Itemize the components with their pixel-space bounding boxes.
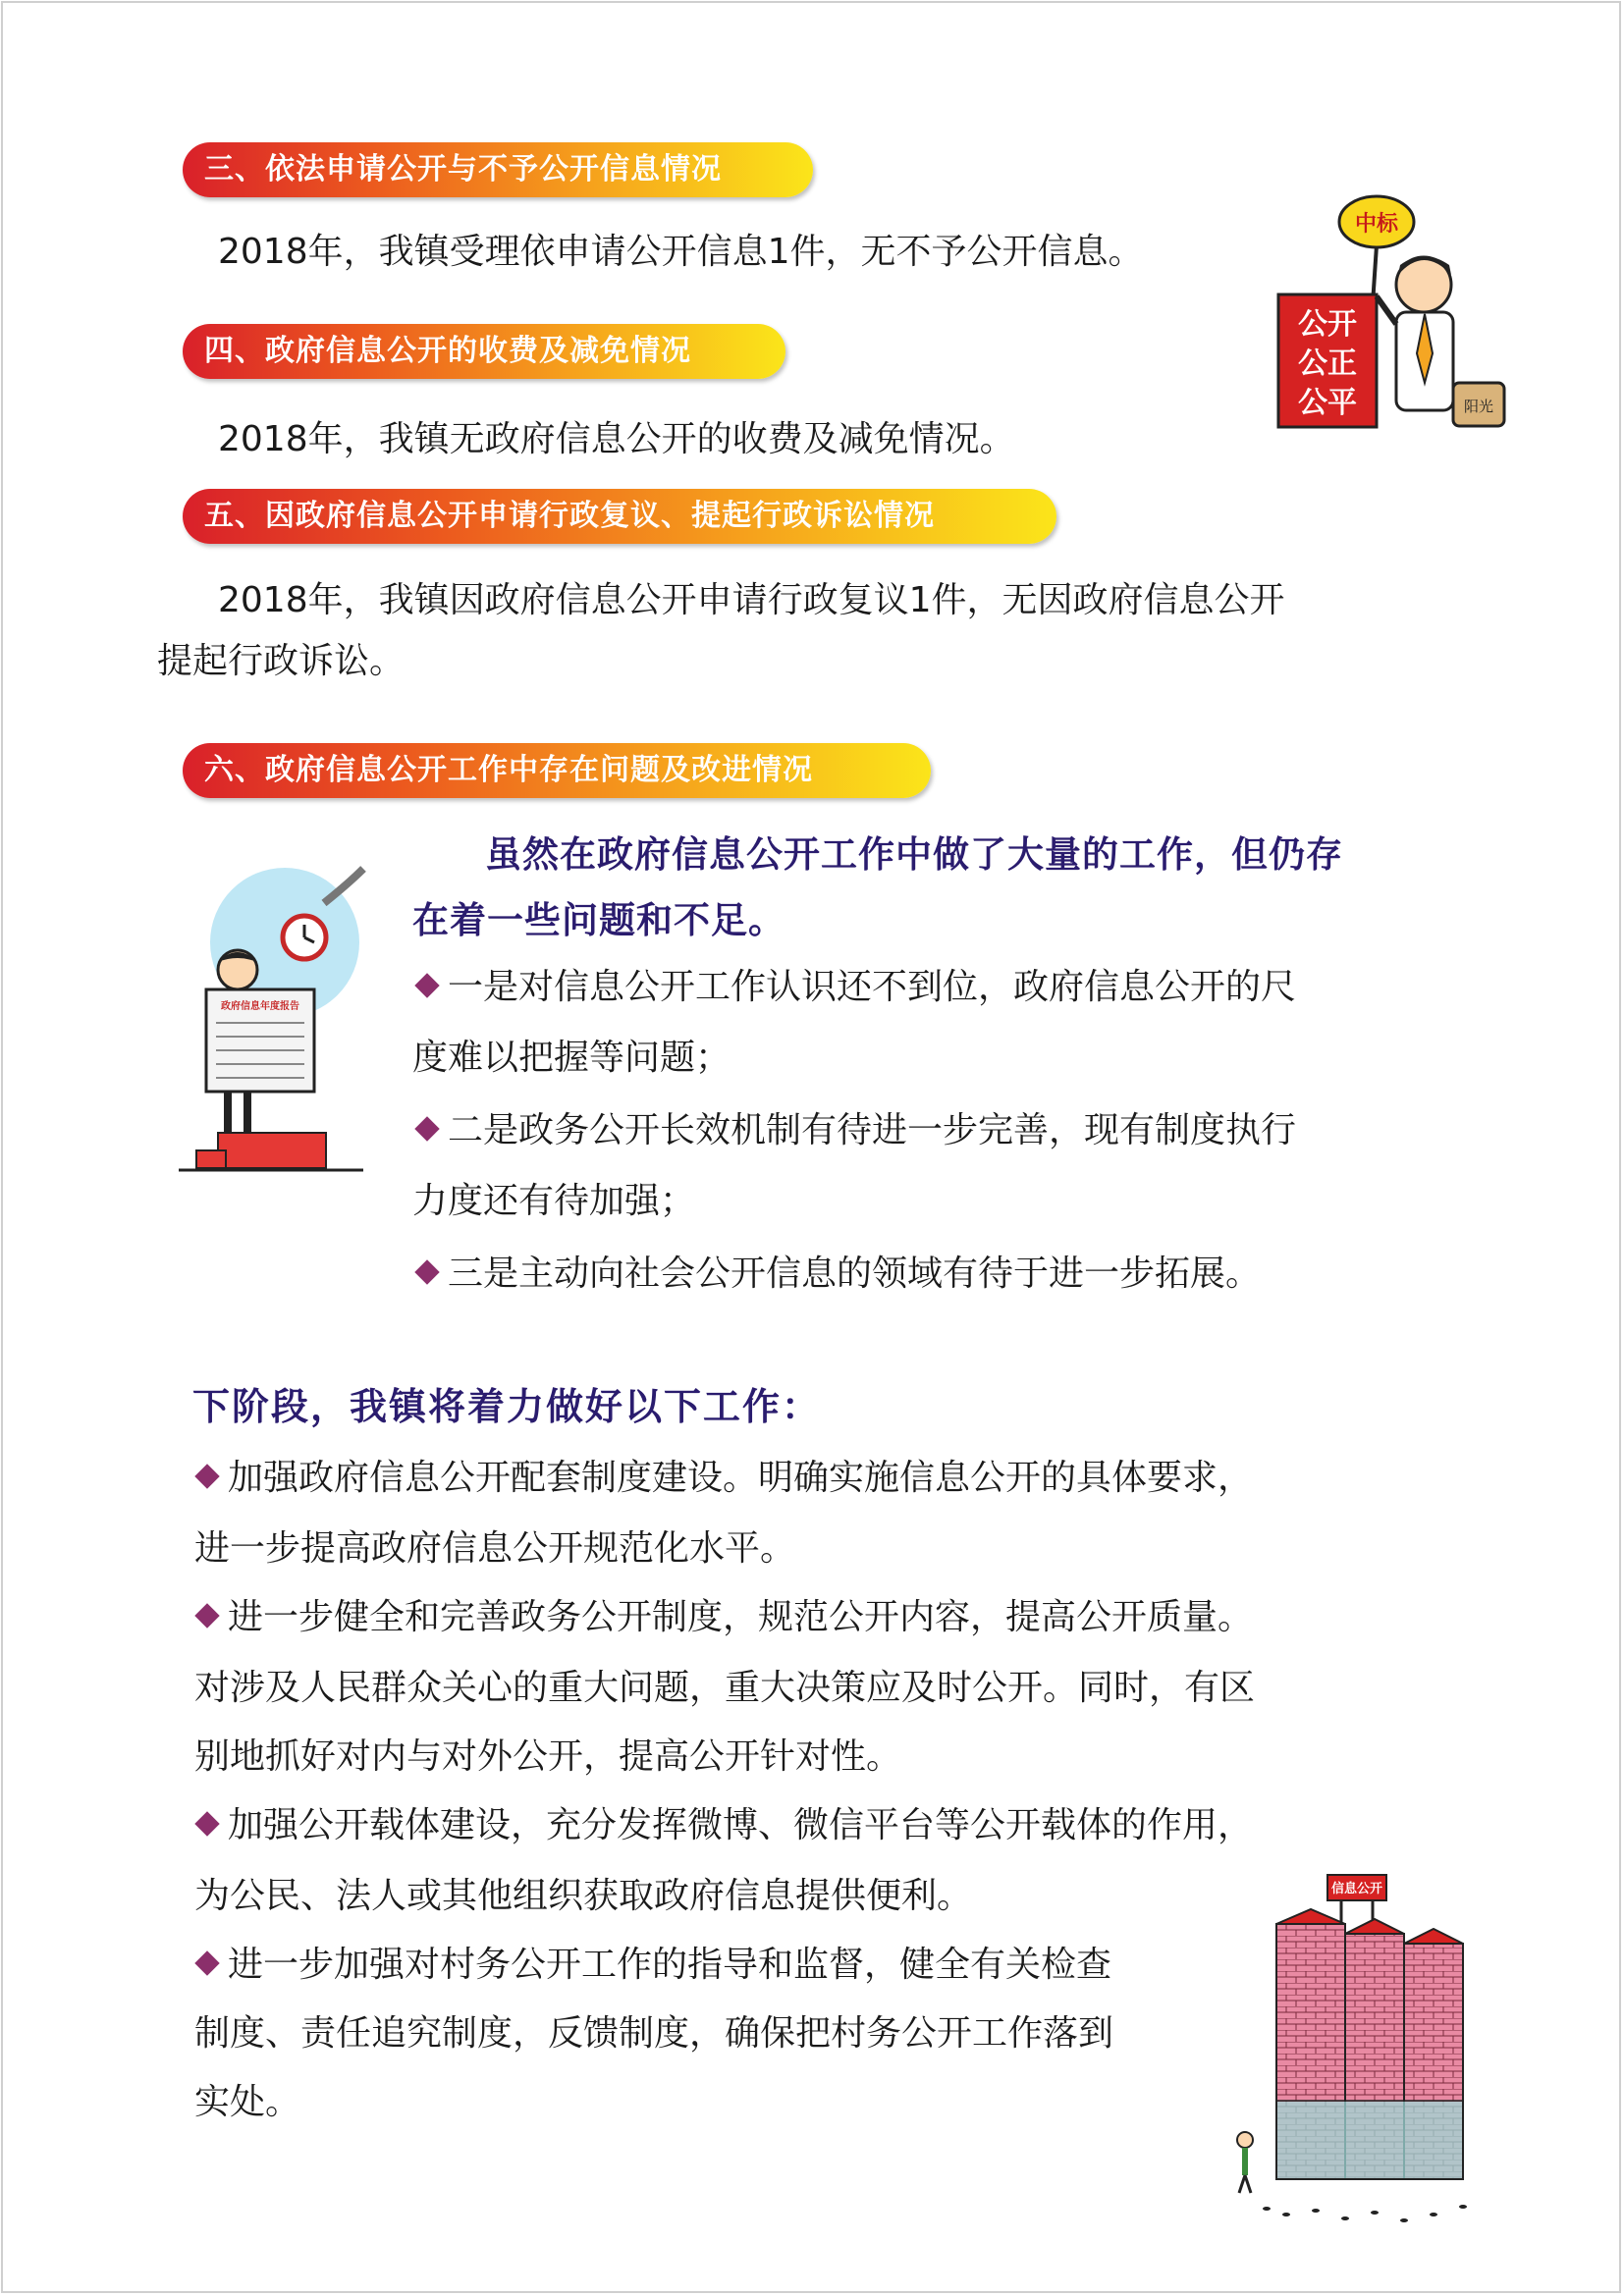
section-6-heading: 六、政府信息公开工作中存在问题及改进情况	[183, 743, 931, 798]
diamond-bullet-icon	[194, 1464, 219, 1488]
work-item: 进一步健全和完善政务公开制度，规范公开内容，提高公开质量。	[190, 1582, 1253, 1653]
podium-icon	[179, 1133, 363, 1170]
section-6-lead-line1: 虽然在政府信息公开工作中做了大量的工作，但仍存	[485, 833, 1343, 876]
reader-illustration	[177, 864, 373, 1178]
businessman-icon	[1377, 256, 1504, 426]
problem-item: 三是主动向社会公开信息的领域有待于进一步拓展。	[410, 1239, 1261, 1309]
work-item-cont: 实处。	[194, 2082, 301, 2122]
work-item: 进一步加强对村务公开工作的指导和监督，健全有关检查	[190, 1930, 1111, 2001]
svg-text:政府信息年度报告: 政府信息年度报告	[221, 1001, 299, 1012]
diamond-bullet-icon	[194, 1950, 219, 1975]
problem-item-cont: 度难以把握等问题；	[412, 1038, 731, 1078]
svg-text:中标: 中标	[1354, 212, 1399, 237]
work-item-cont: 为公民、法人或其他组织获取政府信息提供便利。	[194, 1876, 973, 1916]
work-item-cont: 别地抓好对内与对外公开，提高公开针对性。	[194, 1736, 902, 1777]
section-4-heading: 四、政府信息公开的收费及减免情况	[183, 324, 785, 379]
svg-text:信息公开: 信息公开	[1330, 1882, 1383, 1896]
next-stage-heading: 下阶段，我镇将着力做好以下工作：	[192, 1385, 822, 1428]
work-item-cont: 进一步提高政府信息公开规范化水平。	[194, 1528, 796, 1569]
problem-item: 一是对信息公开工作认识还不到位，政府信息公开的尺	[410, 952, 1296, 1023]
svg-text:公正: 公正	[1298, 347, 1357, 381]
problem-item-cont: 力度还有待加强；	[412, 1181, 696, 1221]
fairness-illustration	[1267, 187, 1522, 442]
diamond-bullet-icon	[414, 1259, 439, 1284]
newspaper-icon	[206, 989, 314, 1092]
diamond-bullet-icon	[194, 1603, 219, 1628]
clock-icon	[283, 916, 326, 959]
footprints-icon	[1263, 2205, 1467, 2222]
section-5-heading: 五、因政府信息公开申请行政复议、提起行政诉讼情况	[183, 489, 1056, 544]
diamond-bullet-icon	[194, 1811, 219, 1836]
section-5-body-line2: 提起行政诉讼。	[157, 641, 406, 681]
section-3-heading: 三、依法申请公开与不予公开信息情况	[183, 142, 813, 197]
person-icon	[1237, 2132, 1253, 2193]
work-item-cont: 对涉及人民群众关心的重大问题，重大决策应及时公开。同时，有区	[194, 1668, 1256, 1708]
board-icon	[1278, 294, 1377, 427]
work-item: 加强公开载体建设，充分发挥微博、微信平台等公开载体的作用，	[190, 1790, 1253, 1861]
sign-icon	[1327, 1875, 1386, 1924]
diamond-bullet-icon	[414, 1116, 439, 1141]
section-6-lead-line2: 在着一些问题和不足。	[412, 899, 785, 941]
buildings-icon	[1276, 1909, 1463, 2179]
section-4-body: 2018年，我镇无政府信息公开的收费及减免情况。	[218, 419, 1015, 459]
building-illustration	[1218, 1865, 1492, 2238]
section-5-body-line1: 2018年，我镇因政府信息公开申请行政复议1件，无因政府信息公开	[218, 580, 1285, 620]
problem-item: 二是政务公开长效机制有待进一步完善，现有制度执行	[410, 1095, 1296, 1166]
svg-text:公平: 公平	[1298, 386, 1357, 420]
work-item: 加强政府信息公开配套制度建设。明确实施信息公开的具体要求，	[190, 1443, 1253, 1514]
work-item-cont: 制度、责任追究制度，反馈制度，确保把村务公开工作落到	[194, 2013, 1114, 2054]
svg-text:阳光: 阳光	[1463, 398, 1494, 415]
svg-text:公开: 公开	[1298, 307, 1357, 342]
diamond-bullet-icon	[414, 973, 439, 997]
section-3-body: 2018年，我镇受理依申请公开信息1件，无不予公开信息。	[218, 232, 1144, 272]
